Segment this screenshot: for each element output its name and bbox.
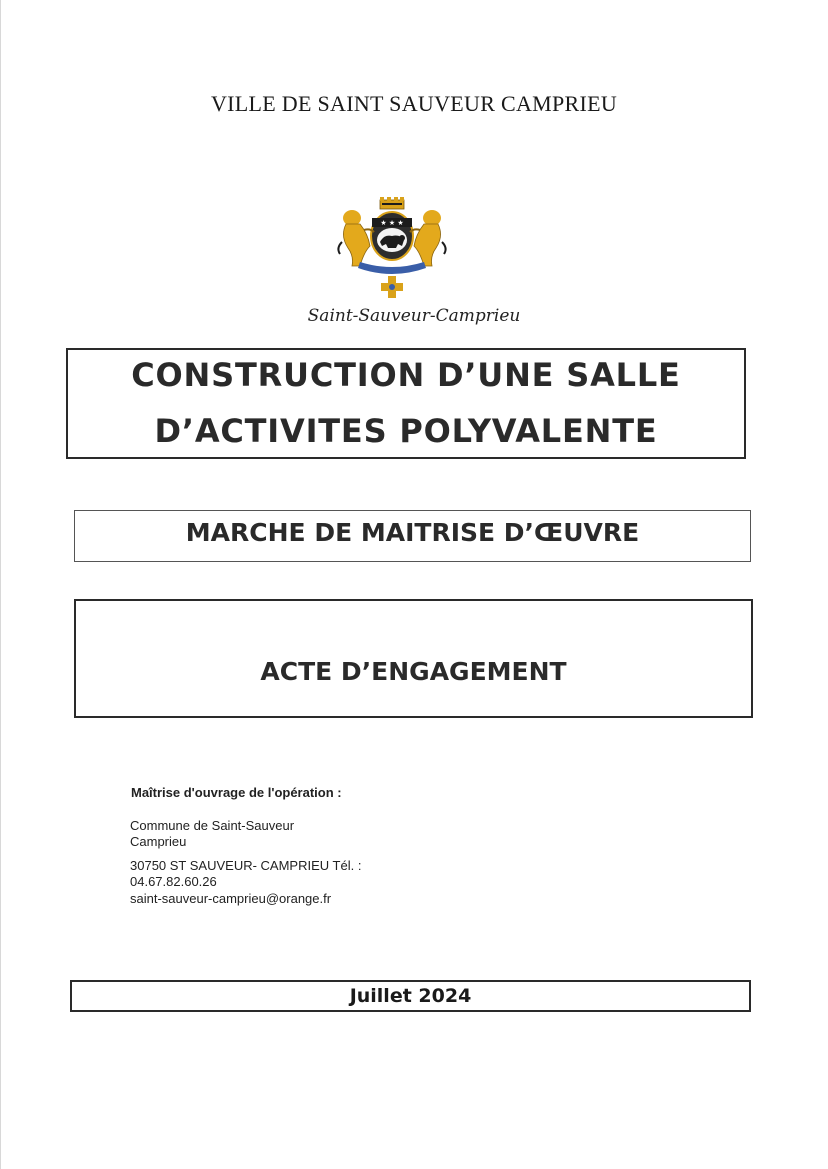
title-line-1: CONSTRUCTION D’UNE SALLE [131, 356, 681, 394]
date-box [70, 980, 751, 1012]
shield-icon [371, 212, 413, 260]
cross-icon [381, 276, 403, 298]
svg-text:★ ★ ★: ★ ★ ★ [380, 219, 404, 227]
document-type: ACTE D’ENGAGEMENT [260, 657, 567, 686]
logo-caption: Saint-Sauveur-Camprieu [307, 306, 521, 326]
maitrise-ouvrage-heading: Maîtrise d'ouvrage de l'opération : [131, 785, 342, 800]
subtitle: MARCHE DE MAITRISE D’ŒUVRE [185, 518, 640, 547]
lion-icon [410, 210, 446, 266]
maitrise-ouvrage-email: saint-sauveur-camprieu@orange.fr [130, 891, 332, 906]
document-type-box [74, 599, 753, 718]
town-header: VILLE DE SAINT SAUVEUR CAMPRIEU [210, 91, 618, 116]
maitrise-ouvrage-line: Commune de Saint-Sauveur [130, 818, 295, 833]
lion-icon [338, 210, 374, 266]
subtitle-box [74, 510, 751, 562]
page-edge [0, 0, 1, 1169]
title-box [66, 348, 746, 459]
date: Juillet 2024 [349, 985, 472, 1007]
maitrise-ouvrage-line: Camprieu [130, 834, 187, 849]
crown-icon [380, 197, 404, 209]
maitrise-ouvrage-line: 30750 ST SAUVEUR- CAMPRIEU Tél. : [130, 858, 362, 873]
coat-of-arms-icon [330, 196, 454, 304]
maitrise-ouvrage-line: 04.67.82.60.26 [130, 874, 217, 889]
title-line-2: D’ACTIVITES POLYVALENTE [154, 412, 658, 450]
